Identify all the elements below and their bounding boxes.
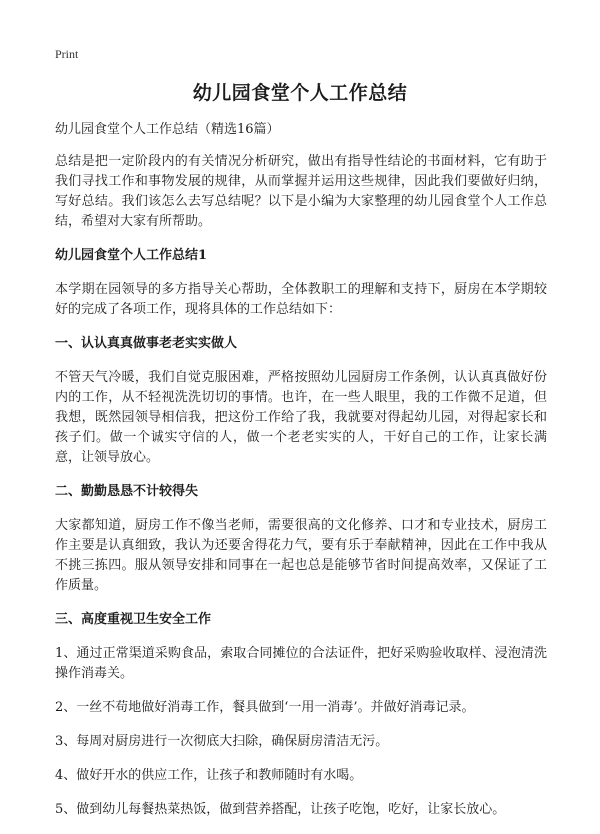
heading-three: 三、高度重视卫生安全工作 [55, 612, 212, 627]
heading-two: 二、勤勤恳恳不计较得失 [55, 484, 199, 499]
intro-paragraph: 总结是把一定阶段内的有关情况分析研究，做出有指导性结论的书面材料，它有助于我们寻找工作和事物发展的规律，从而掌握并运用这些规律，因此我们要做好归纳，写好总结。我们该怎么去写总结呢？以下是小编为大家整理的幼儿园食堂个人工作总结，希望对大家有所帮助。 [55, 154, 547, 229]
paragraph-one: 不管天气冷暖，我们自觉克服困难，严格按照幼儿园厨房工作条例，认认真真做好份内的工作，从不轻视洗洗切切的事情。也许，在一些人眼里，我的工作微不足道，但我想，既然园领导相信我，把这份工作给了我，我就要对得起幼儿园，对得起家长和孩子们。做一个诚实守信的人，做一个老老实实的人，干好自己的工作，让家长满意，让领导放心。 [55, 370, 547, 465]
document-title: 幼儿园食堂个人工作总结 [192, 82, 408, 104]
list-item: 5、做到幼儿每餐热菜热饭，做到营养搭配，让孩子吃饱，吃好，让家长放心。 [55, 802, 506, 817]
list-item: 2、一丝不苟地做好消毒工作，餐具做到‘一用一消毒’。并做好消毒记录。 [55, 700, 475, 715]
section-title: 幼儿园食堂个人工作总结1 [55, 248, 208, 263]
list-item: 1、通过正常渠道采购食品，索取合同摊位的合法证件，把好采购验收取样、浸泡清洗操作消毒关。 [55, 646, 547, 681]
list-item: 4、做好开水的供应工作，让孩子和教师随时有水喝。 [55, 768, 363, 783]
document-subtitle: 幼儿园食堂个人工作总结（精选16篇） [55, 122, 280, 137]
section-intro-paragraph: 本学期在园领导的多方指导关心帮助，全体教职工的理解和支持下，厨房在本学期较好的完成了各项工作，现将具体的工作总结如下： [55, 282, 547, 317]
print-link[interactable]: Print [55, 47, 79, 61]
paragraph-two: 大家都知道，厨房工作不像当老师，需要很高的文化修养、口才和专业技术，厨房工作主要是认真细致，我认为还要舍得花力气，要有乐于奉献精神，因此在工作中我从不挑三拣四。服从领导安排和同事在一起也总是能够节省时间提高效率，又保证了工作质量。 [55, 518, 547, 593]
heading-one: 一、认认真真做事老老实实做人 [55, 336, 238, 351]
list-item: 3、每周对厨房进行一次彻底大扫除，确保厨房清洁无污。 [55, 734, 389, 749]
document-body [55, 120, 547, 834]
